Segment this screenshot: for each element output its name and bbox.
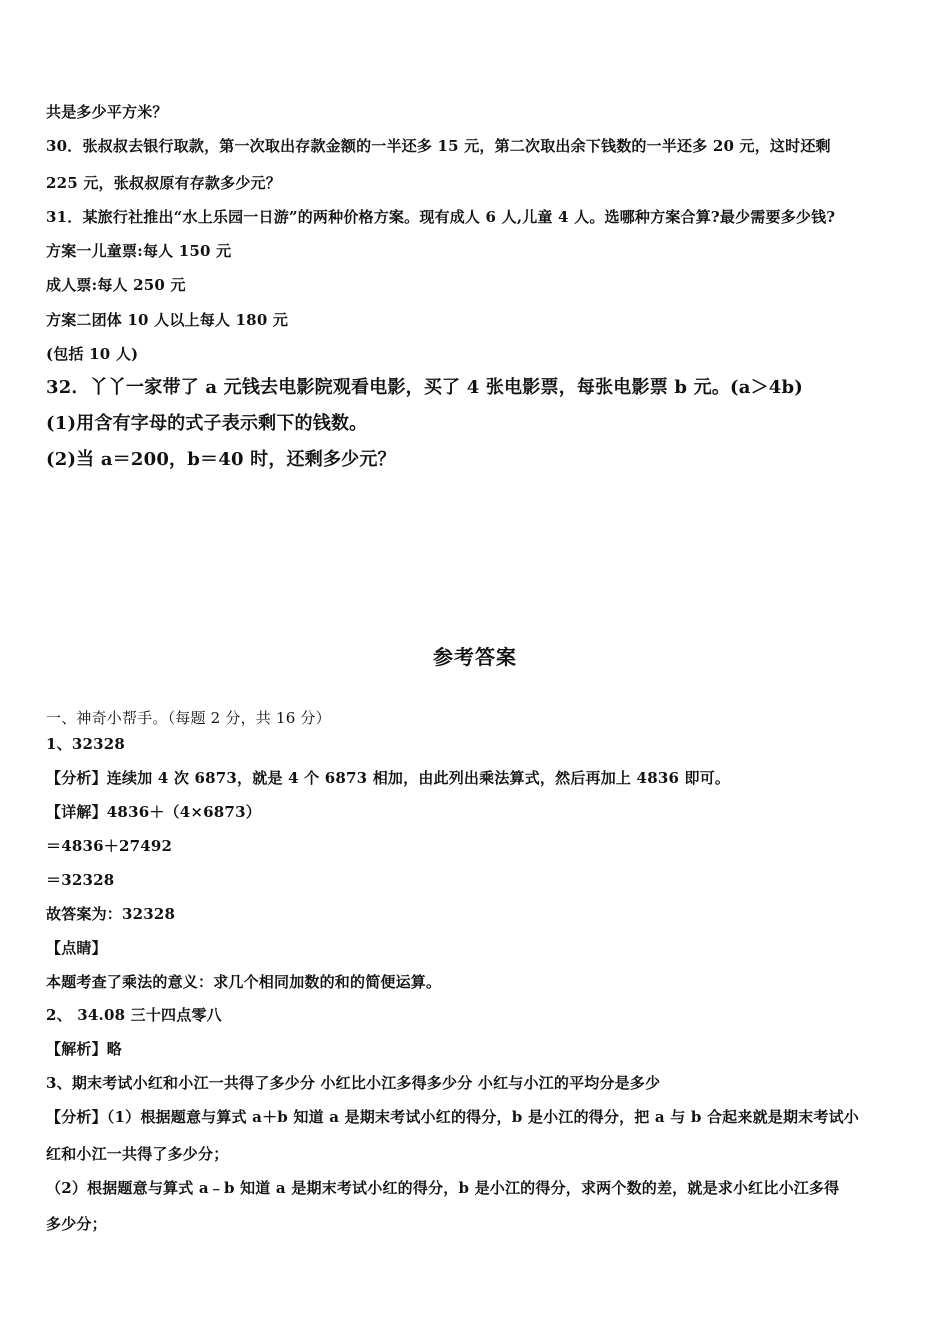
answers-title: 参考答案 <box>433 645 517 669</box>
question-32-part-1: (1)用含有字母的式子表示剩下的钱数。 <box>46 413 368 434</box>
question-31-line-1: 31．某旅行社推出“水上乐园一日游”的两种价格方案。现有成人 6 人,儿童 4 人。选哪种方案合算?最少需要多少钱? <box>46 208 836 226</box>
answer-1-heading: 1、32328 <box>46 735 126 753</box>
answer-1-detail: 【详解】4836＋（4×6873） <box>46 803 261 821</box>
answer-2-analysis: 【解析】略 <box>46 1040 123 1058</box>
question-31-plan-2: 方案二团体 10 人以上每人 180 元 <box>46 311 289 329</box>
question-31-plan-1: 方案一儿童票:每人 150 元 <box>46 242 232 260</box>
answer-1-comment: 本题考查了乘法的意义：求几个相同加数的和的简便运算。 <box>46 973 442 991</box>
answer-3-analysis-line-2: 红和小江一共得了多少分； <box>46 1145 229 1163</box>
answer-3-analysis-line-1: 【分析】（1）根据题意与算式 a＋b 知道 a 是期末考试小红的得分，b 是小江的得分，把 a 与 b 合起来就是期末考试小 <box>46 1108 859 1126</box>
question-30-line-2: 225 元，张叔叔原有存款多少元？ <box>46 174 281 192</box>
answer-3-heading: 3、期末考试小红和小江一共得了多少分 小红比小江多得多少分 小红与小江的平均分是多少 <box>46 1074 661 1092</box>
question-29-tail: 共是多少平方米？ <box>46 103 168 121</box>
answer-3-part-2-line-2: 多少分； <box>46 1215 107 1233</box>
answers-section-1-heading: 一、神奇小帮手。（每题 2 分，共 16 分） <box>46 709 331 727</box>
answer-1-step-2: ＝32328 <box>46 871 115 889</box>
answer-1-comment-label: 【点睛】 <box>46 939 107 957</box>
question-30-line-1: 30．张叔叔去银行取款，第一次取出存款金额的一半还多 15 元，第二次取出余下钱数的一半还多 20 元，这时还剩 <box>46 137 831 155</box>
question-32-part-2: (2)当 a＝200，b＝40 时，还剩多少元？ <box>46 449 396 470</box>
answer-1-result: 故答案为：32328 <box>46 905 176 923</box>
answer-3-part-2-line-1: （2）根据题意与算式 a﹣b 知道 a 是期末考试小红的得分，b 是小江的得分，求两个数的差，就是求小红比小江多得 <box>46 1179 840 1197</box>
question-31-note: (包括 10 人) <box>46 345 139 363</box>
question-31-adult-ticket: 成人票:每人 250 元 <box>46 276 186 294</box>
question-32-line-1: 32．丫丫一家带了 a 元钱去电影院观看电影，买了 4 张电影票，每张电影票 b 元。(a＞4b) <box>46 377 804 398</box>
answer-1-step-1: ＝4836＋27492 <box>46 837 173 855</box>
answer-2-heading: 2、 34.08 三十四点零八 <box>46 1006 222 1024</box>
answer-1-analysis: 【分析】连续加 4 次 6873，就是 4 个 6873 相加，由此列出乘法算式，然后再加上 4836 即可。 <box>46 769 731 787</box>
